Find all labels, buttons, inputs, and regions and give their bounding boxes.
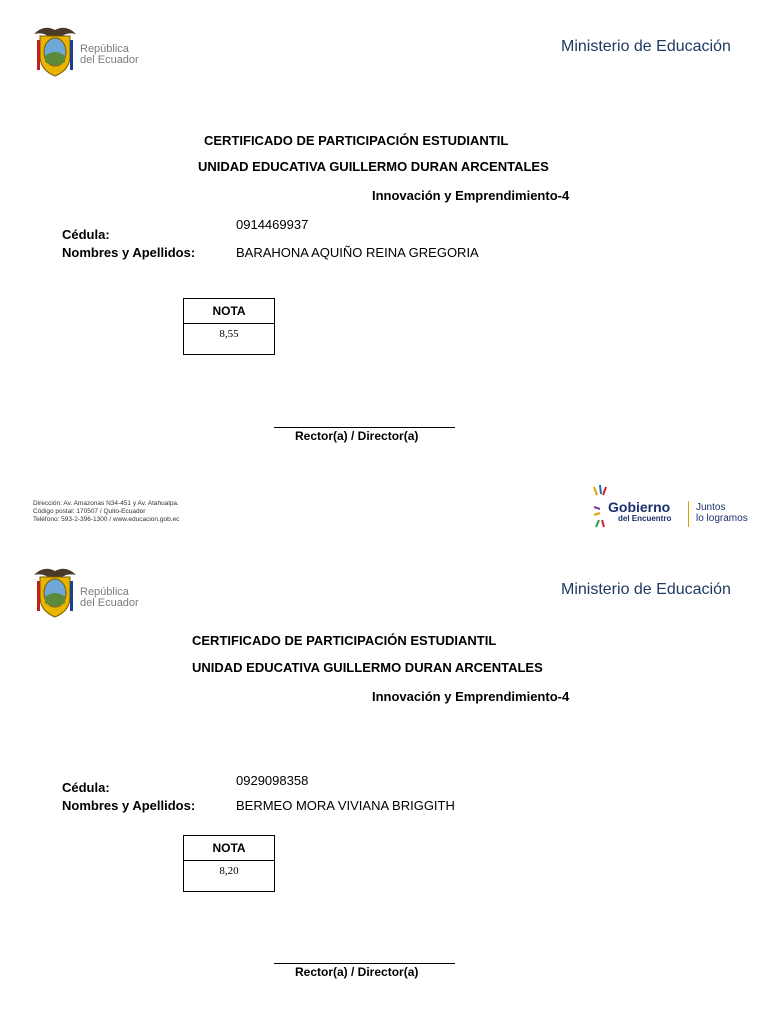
ministerio-title: Ministerio de Educación xyxy=(561,581,731,598)
nombres-value: BERMEO MORA VIVIANA BRIGGITH xyxy=(236,798,455,813)
ecuador-coat-of-arms-icon xyxy=(32,22,78,83)
subject-name: Innovación y Emprendimiento-4 xyxy=(372,689,570,704)
certificate-title: CERTIFICADO DE PARTICIPACIÓN ESTUDIANTIL xyxy=(192,633,497,648)
school-name: UNIDAD EDUCATIVA GUILLERMO DURAN ARCENTALES xyxy=(198,159,549,174)
republica-label: República del Ecuador xyxy=(80,586,139,609)
nota-header: NOTA xyxy=(184,836,275,861)
gobierno-divider xyxy=(688,501,689,527)
signature-label: Rector(a) / Director(a) xyxy=(295,965,419,979)
cedula-value: 0929098358 xyxy=(236,773,309,788)
cedula-value: 0914469937 xyxy=(236,217,309,232)
subject-name: Innovación y Emprendimiento-4 xyxy=(372,188,570,203)
nombres-label: Nombres y Apellidos: xyxy=(62,245,196,260)
signature-line xyxy=(274,427,455,428)
nombres-value: BARAHONA AQUIÑO REINA GREGORIA xyxy=(236,245,479,260)
signature-label: Rector(a) / Director(a) xyxy=(295,429,419,443)
nota-value: 8,55 xyxy=(184,324,275,355)
certificate-title: CERTIFICADO DE PARTICIPACIÓN ESTUDIANTIL xyxy=(204,133,509,148)
ministerio-title: Ministerio de Educación xyxy=(561,38,731,55)
nota-header: NOTA xyxy=(184,299,275,324)
signature-line xyxy=(274,963,455,964)
ecuador-coat-of-arms-icon xyxy=(32,563,78,624)
gobierno-wordmark: Gobierno del Encuentro xyxy=(608,499,672,523)
school-name: UNIDAD EDUCATIVA GUILLERMO DURAN ARCENTALES xyxy=(192,660,543,675)
nota-table xyxy=(183,835,275,892)
cedula-label: Cédula: xyxy=(62,780,110,795)
cedula-label: Cédula: xyxy=(62,227,110,242)
gobierno-tagline: Juntos lo logramos xyxy=(696,502,748,524)
nota-value: 8,20 xyxy=(184,861,275,892)
nombres-label: Nombres y Apellidos: xyxy=(62,798,196,813)
nota-table xyxy=(183,298,275,355)
address-block: Dirección: Av. Amazonas N34-451 y Av. Atahualpa. Código postal: 170507 / Quito-Ecuador Teléfono: 593-2-396-1300 / www.educacion.gob.ec xyxy=(33,500,180,523)
republica-label: República del Ecuador xyxy=(80,43,139,66)
